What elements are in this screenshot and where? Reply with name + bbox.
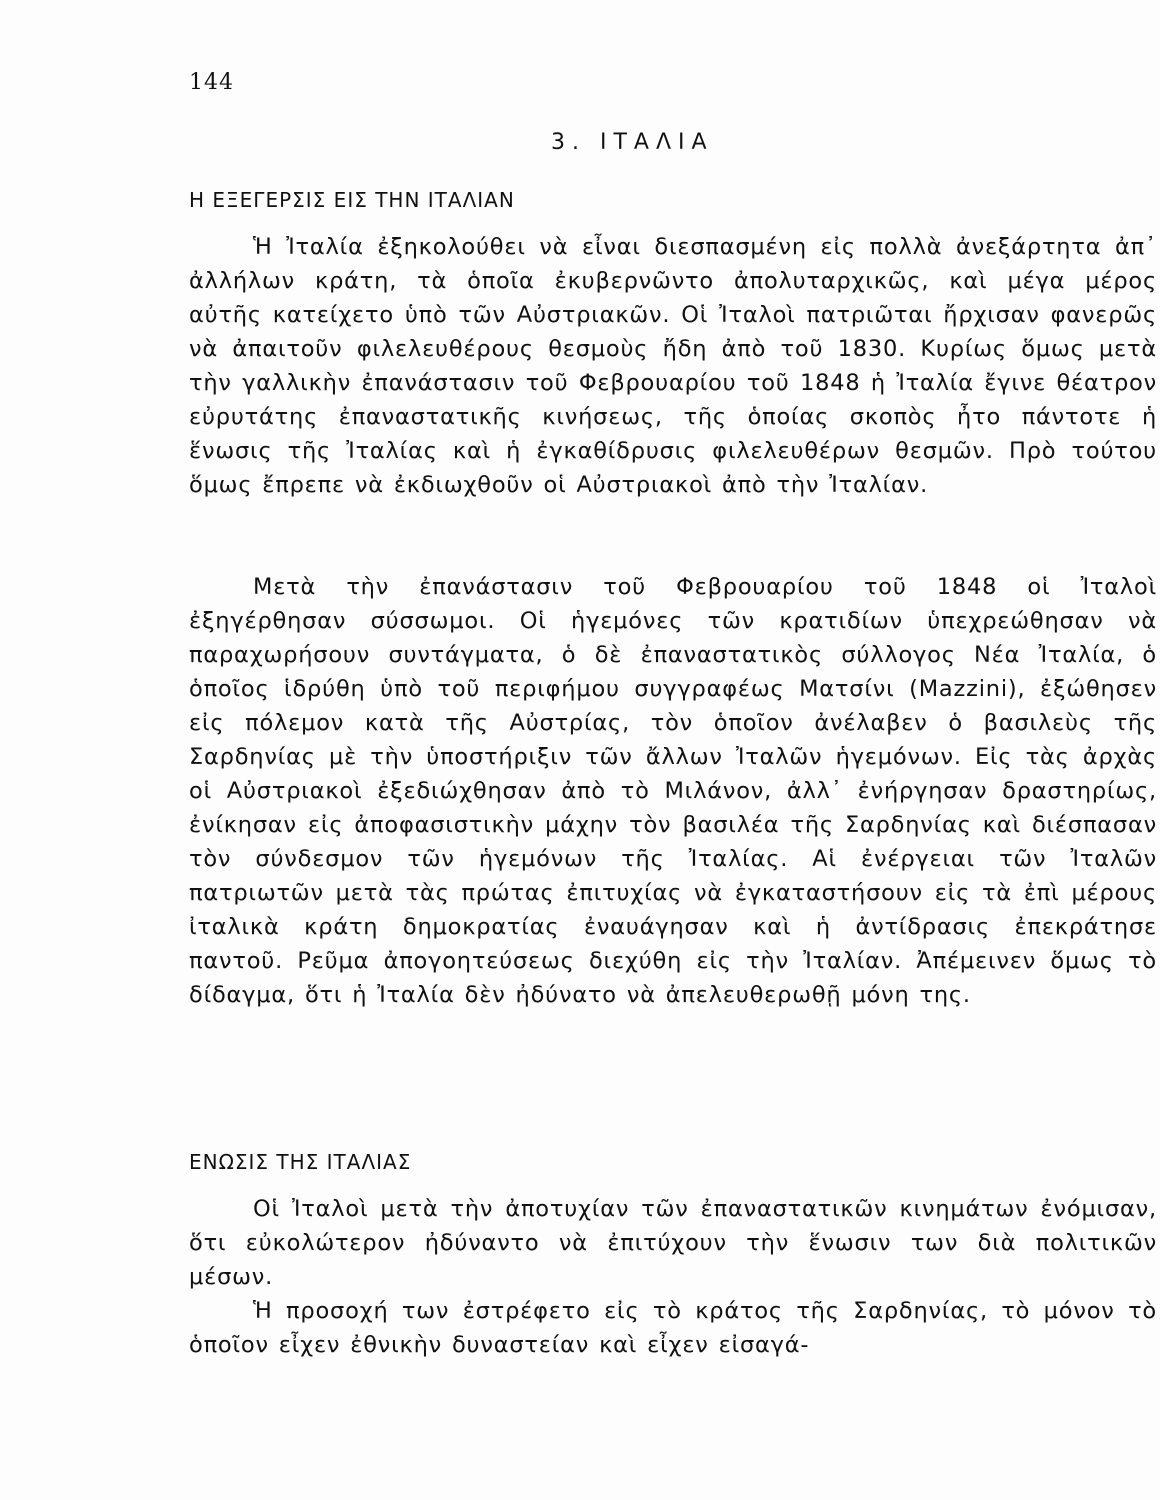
section-heading-uprising: Η ΕΞΕΓΕΡΣΙΣ ΕΙΣ ΤΗΝ ΙΤΑΛΙΑΝ (189, 188, 515, 212)
section-heading-unification: ΕΝΩΣΙΣ ΤΗΣ ΙΤΑΛΙΑΣ (189, 1150, 412, 1174)
paragraph: Ἡ Ἰταλία ἐξηκολούθει νὰ εἶναι διεσπασμένη εἰς πολλὰ ἀνεξάρτητα ἀπ᾽ ἀλλήλων κράτη, τὰ ὁποῖα ἐκυβερνῶντο ἀπολυταρχικῶς, καὶ μέγα μέρος αὐτῆς κατείχετο ὑπὸ τῶν Αὐστριακῶν. Οἱ Ἰταλοὶ πατριῶται ἤρχισαν φανερῶς νὰ ἀπαιτοῦν φιλελευθέρους θεσμοὺς ἤδη ἀπὸ τοῦ 1830. Κυρίως ὅμως μετὰ τὴν γαλλικὴν ἐπανάστασιν τοῦ Φεβρουαρίου τοῦ 1848 ἡ Ἰταλία ἔγινε θέατρον εὐρυτάτης ἐπαναστατικῆς κινήσεως, τῆς ὁποίας σκοπὸς ἦτο πάντοτε ἡ ἕνωσις τῆς Ἰταλίας καὶ ἡ ἐγκαθίδρυσις φιλελευθέρων θεσμῶν. Πρὸ τούτου ὅμως ἔπρεπε νὰ ἐκδιωχθοῦν οἱ Αὐστριακοὶ ἀπὸ τὴν Ἰταλίαν. (189, 234, 1157, 498)
page-number: 144 (189, 70, 234, 95)
chapter-title: 3. ΙΤΑΛΙΑ (551, 130, 714, 155)
paragraph: Ἡ προσοχή των ἐστρέφετο εἰς τὸ κράτος τῆς Σαρδηνίας, τὸ μόνον τὸ ὁποῖον εἶχεν ἐθνικὴν δυναστείαν καὶ εἶχεν εἰσαγά- (189, 1298, 1157, 1358)
paragraph: Μετὰ τὴν ἐπανάστασιν τοῦ Φεβρουαρίου τοῦ 1848 οἱ Ἰταλοὶ ἐξηγέρθησαν σύσσωμοι. Οἱ ἡγεμόνες τῶν κρατιδίων ὑπεχρεώθησαν νὰ παραχωρήσουν συντάγματα, ὁ δὲ ἐπαναστατικὸς σύλλογος Νέα Ἰταλία, ὁ ὁποῖος ἱδρύθη ὑπὸ τοῦ περιφήμου συγγραφέως Ματσίνι (Mazzini), ἐξώθησεν εἰς πόλεμον κατὰ τῆς Αὐστρίας, τὸν ὁποῖον ἀνέλαβεν ὁ βασιλεὺς τῆς Σαρδηνίας μὲ τὴν ὑποστήριξιν τῶν ἄλλων Ἰταλῶν ἡγεμόνων. Εἰς τὰς ἀρχὰς οἱ Αὐστριακοὶ ἐξεδιώχθησαν ἀπὸ τὸ Μιλάνον, ἀλλ᾽ ἐνήργησαν δραστηρίως, ἐνίκησαν εἰς ἀποφασιστικὴν μάχην τὸν βασιλέα τῆς Σαρδηνίας καὶ διέσπασαν τὸν σύνδεσμον τῶν ἡγεμόνων τῆς Ἰταλίας. Αἱ ἐνέργειαι τῶν Ἰταλῶν πατριωτῶν μετὰ τὰς πρώτας ἐπιτυχίας νὰ ἐγκαταστήσουν εἰς τὰ ἐπὶ μέρους ἰταλικὰ κράτη δημοκρατίας ἐναυάγησαν καὶ ἡ ἀντίδρασις ἐπεκράτησε παντοῦ. Ρεῦμα ἀπογοητεύσεως διεχύθη εἰς τὴν Ἰταλίαν. Ἀπέμεινεν ὅμως τὸ δίδαγμα, ὅτι ἡ Ἰταλία δὲν ἠδύνατο νὰ ἀπελευθερωθῇ μόνη της. (189, 574, 1157, 1008)
paragraph: Οἱ Ἰταλοὶ μετὰ τὴν ἀποτυχίαν τῶν ἐπαναστατικῶν κινημάτων ἐνόμισαν, ὅτι εὐκολώτερον ἠδύναντο νὰ ἐπιτύχουν τὴν ἕνωσιν των διὰ πολιτικῶν μέσων. (189, 1196, 1157, 1290)
